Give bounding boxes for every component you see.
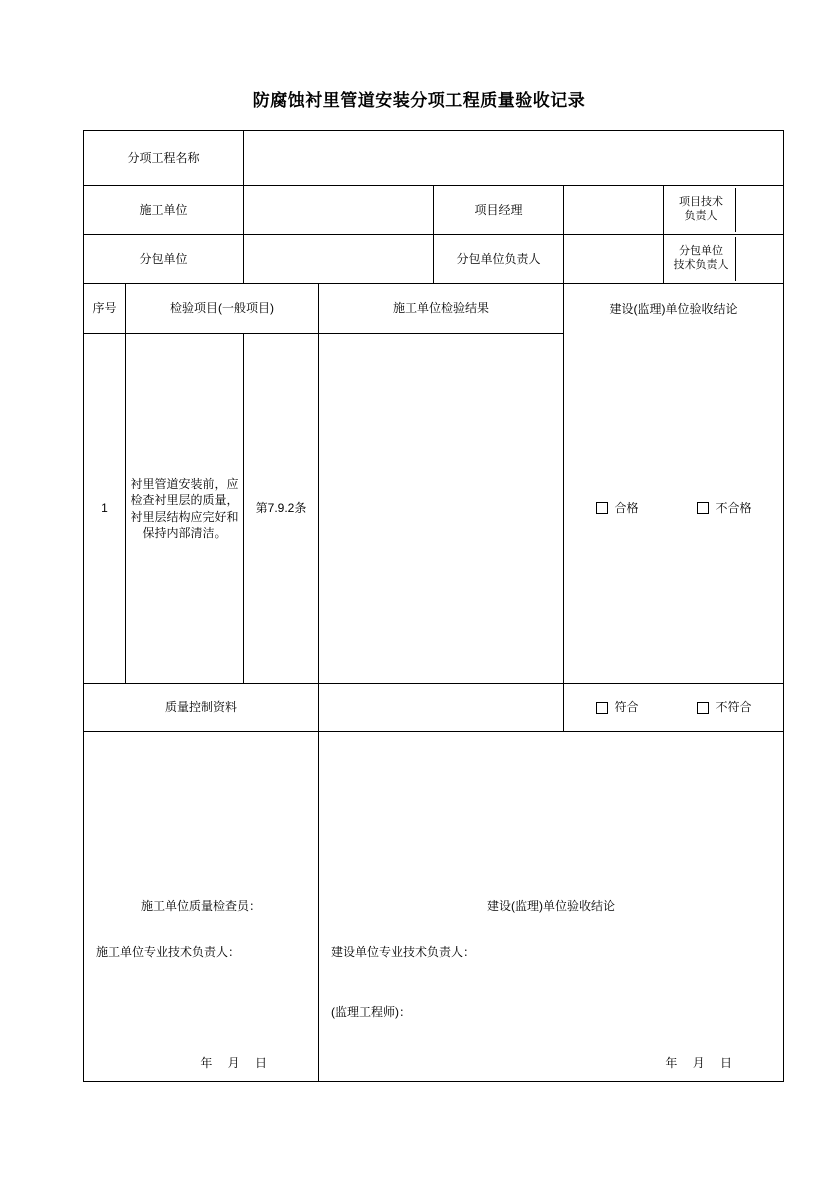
supervision-engineer-label: (监理工程师)： — [331, 1005, 412, 1019]
item-text-1: 衬里管道安装前，应检查衬里层的质量，衬里层结构应完好和保持内部清洁。 — [126, 334, 244, 684]
checkbox-nonconform-label: 不符合 — [715, 700, 752, 715]
construction-date-label[interactable]: 年 月 日 — [200, 1055, 274, 1070]
subcontractor-label: 分包单位 — [84, 235, 244, 284]
column-header-seq: 序号 — [84, 284, 126, 334]
construction-tech-leader-label: 施工单位专业技术负责人： — [96, 945, 241, 959]
column-header-construction-result: 施工单位检验结果 — [319, 284, 564, 334]
supervision-conclusion-label: 建设(监理)单位验收结论 — [487, 899, 616, 914]
subcontractor-leader-label: 分包单位负责人 — [434, 235, 564, 284]
project-manager-value[interactable] — [564, 186, 664, 235]
table-row-subcontractor — [84, 235, 784, 284]
subcontractor-tech-label-line1: 分包单位 — [679, 245, 724, 258]
subcontractor-leader-value[interactable] — [564, 235, 664, 284]
subcontractor-tech-label-line2: 技术负责人 — [673, 259, 729, 271]
project-name-value[interactable] — [244, 131, 784, 186]
checkbox-conform[interactable] — [596, 699, 639, 715]
checkbox-icon[interactable] — [596, 502, 608, 514]
table-row-signatures — [84, 732, 784, 1082]
item-conclusion-1 — [564, 334, 784, 684]
checkbox-icon[interactable] — [697, 702, 709, 714]
table-header-row — [84, 284, 784, 334]
subcontractor-tech-cell — [664, 235, 784, 284]
acceptance-record-table — [83, 130, 784, 1082]
table-row-construction-unit — [84, 186, 784, 235]
supervision-tech-leader-label: 建设单位专业技术负责人： — [331, 945, 476, 959]
column-header-inspection-item: 检验项目(一般项目) — [126, 284, 319, 334]
construction-unit-label: 施工单位 — [84, 186, 244, 235]
project-name-label: 分项工程名称 — [84, 131, 244, 186]
checkbox-qualified-label-1: 合格 — [614, 501, 639, 516]
project-manager-label: 项目经理 — [434, 186, 564, 235]
table-row-quality-control — [84, 684, 784, 732]
item-seq-1: 1 — [84, 334, 126, 684]
checkbox-icon[interactable] — [697, 502, 709, 514]
checkbox-nonconform[interactable] — [697, 699, 752, 715]
project-tech-leader-label-line2: 负责人 — [684, 210, 718, 222]
construction-unit-value[interactable] — [244, 186, 434, 235]
checkbox-unqualified-label-1: 不合格 — [715, 501, 752, 516]
checkbox-icon[interactable] — [596, 702, 608, 714]
subcontractor-value[interactable] — [244, 235, 434, 284]
quality-control-options — [564, 684, 784, 732]
table-row-project-name — [84, 131, 784, 186]
checkbox-conform-label: 符合 — [614, 700, 639, 715]
item-result-1[interactable] — [319, 334, 564, 684]
project-tech-leader-label-line1: 项目技术 — [679, 196, 724, 209]
quality-control-value[interactable] — [319, 684, 564, 732]
column-header-supervision-conclusion: 建设(监理)单位验收结论 — [564, 284, 784, 334]
checkbox-qualified-1[interactable] — [596, 500, 639, 516]
signature-block-supervision — [319, 732, 784, 1082]
subcontractor-tech-value[interactable] — [735, 237, 780, 281]
signature-block-construction — [84, 732, 319, 1082]
table-row-item-1 — [84, 334, 784, 684]
page-title: 防腐蚀衬里管道安装分项工程质量验收记录 — [252, 91, 586, 110]
supervision-date-label[interactable]: 年 月 日 — [665, 1055, 739, 1070]
project-tech-leader-value[interactable] — [735, 188, 780, 232]
quality-control-label: 质量控制资料 — [84, 684, 319, 732]
checkbox-unqualified-1[interactable] — [697, 500, 752, 516]
item-clause-1: 第7.9.2条 — [244, 334, 319, 684]
construction-inspector-label: 施工单位质量检查员： — [141, 899, 262, 914]
project-tech-leader-cell — [664, 186, 784, 235]
